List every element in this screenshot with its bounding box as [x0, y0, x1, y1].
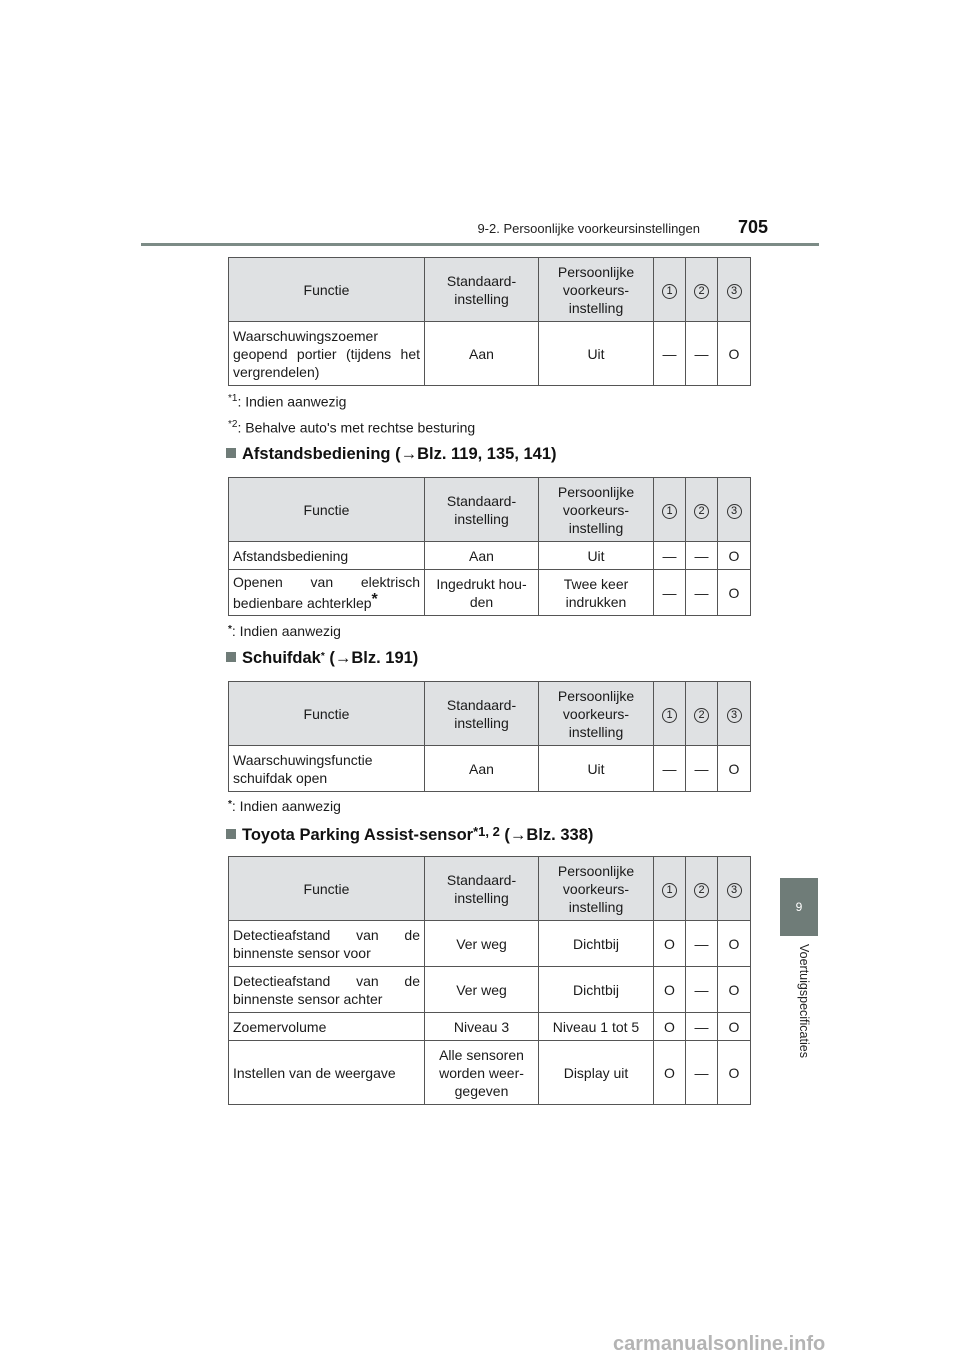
cell-c1: O: [654, 921, 686, 967]
col-setting-3: [718, 478, 751, 542]
cell-standaard: Niveau 3: [425, 1013, 539, 1041]
footnote-text: : Indien aanwezig: [231, 623, 341, 639]
cell-functie: Waarschuwingszoemer geopend portier (tijdens het vergrendelen): [229, 322, 425, 386]
footnote-mark: *1: [228, 393, 238, 404]
circled-3-icon: 3: [727, 883, 742, 898]
table-header-row: [229, 682, 751, 746]
table-row: [229, 746, 751, 792]
section-heading-remote: [226, 445, 557, 464]
footnote-remote: [228, 623, 341, 639]
square-bullet-icon: [226, 829, 236, 839]
cell-c3: O: [718, 967, 751, 1013]
paren-open: (: [499, 826, 510, 844]
col-setting-2: [686, 682, 718, 746]
footnote-text: : Indien aanwezig: [237, 393, 347, 410]
col-persoonlijk: Persoonlijke voorkeurs-instelling: [539, 478, 654, 542]
col-setting-3: [718, 857, 751, 921]
circled-3-icon: 3: [727, 708, 742, 723]
cell-c1: —: [654, 746, 686, 792]
table-row: [229, 921, 751, 967]
cell-persoonlijk: Niveau 1 tot 5: [539, 1013, 654, 1041]
section-title: Schuifdak: [242, 649, 321, 667]
section-heading-parking: [226, 824, 593, 845]
circled-1-icon: 1: [662, 284, 677, 299]
col-standaard: Standaard-instelling: [425, 478, 539, 542]
table-row: [229, 967, 751, 1013]
table-door-warning: [228, 257, 751, 386]
cell-functie: Instellen van de weergave: [229, 1041, 425, 1105]
circled-3-icon: 3: [727, 284, 742, 299]
col-setting-1: [654, 258, 686, 322]
col-persoonlijk: Persoonlijke voorkeurs-instelling: [539, 857, 654, 921]
cell-c2: —: [686, 921, 718, 967]
arrow-right-icon: →: [400, 445, 418, 463]
cell-persoonlijk: Uit: [539, 322, 654, 386]
table-row: [229, 1041, 751, 1105]
circled-1-icon: 1: [662, 504, 677, 519]
cell-c3: O: [718, 746, 751, 792]
col-setting-3: [718, 258, 751, 322]
arrow-right-icon: →: [334, 649, 352, 667]
col-standaard: Standaard-instelling: [425, 682, 539, 746]
cell-c3: O: [718, 1013, 751, 1041]
cell-functie: Detectieafstand van de binnenste sensor voor: [229, 921, 425, 967]
cell-c3: O: [718, 322, 751, 386]
table-header-row: [229, 258, 751, 322]
section-title: Afstandsbediening (: [242, 445, 401, 463]
watermark: carmanualsonline.info: [613, 1333, 826, 1355]
cell-c1: O: [654, 1041, 686, 1105]
cell-persoonlijk: Dichtbij: [539, 967, 654, 1013]
cell-functie: [229, 570, 425, 616]
col-setting-2: [686, 258, 718, 322]
page-number: 705: [738, 217, 769, 237]
chapter-tab: [780, 878, 818, 936]
cell-c2: —: [686, 967, 718, 1013]
cell-standaard: Aan: [425, 542, 539, 570]
paren-open: (: [324, 649, 335, 667]
col-setting-2: [686, 857, 718, 921]
cell-standaard: Aan: [425, 746, 539, 792]
cell-functie: Zoemervolume: [229, 1013, 425, 1041]
section-header-title: 9-2. Persoonlijke voorkeursinstellingen: [477, 221, 700, 236]
col-functie: Functie: [229, 258, 425, 322]
table-remote-control: [228, 477, 751, 616]
footnote-text: : Behalve auto's met rechtse besturing: [237, 419, 476, 436]
header-divider: [141, 243, 819, 246]
cell-standaard: Aan: [425, 322, 539, 386]
page-reference[interactable]: Blz. 191): [351, 649, 419, 667]
cell-c1: —: [654, 542, 686, 570]
table-header-row: [229, 857, 751, 921]
cell-standaard: Alle sensoren worden weer-gegeven: [425, 1041, 539, 1105]
cell-c1: O: [654, 1013, 686, 1041]
table-row: [229, 542, 751, 570]
cell-c3: O: [718, 570, 751, 616]
arrow-right-icon: →: [509, 826, 527, 844]
table-parking-assist: [228, 856, 751, 1105]
section-title: Toyota Parking Assist-sensor: [242, 826, 474, 844]
cell-c3: O: [718, 921, 751, 967]
circled-2-icon: 2: [694, 284, 709, 299]
table-row: [229, 322, 751, 386]
col-setting-2: [686, 478, 718, 542]
cell-functie: Afstandsbediening: [229, 542, 425, 570]
cell-c2: —: [686, 542, 718, 570]
circled-3-icon: 3: [727, 504, 742, 519]
table-header-row: [229, 478, 751, 542]
cell-c2: —: [686, 570, 718, 616]
circled-2-icon: 2: [694, 708, 709, 723]
cell-c1: —: [654, 570, 686, 616]
page-reference[interactable]: Blz. 119, 135, 141): [417, 445, 557, 463]
cell-persoonlijk: Uit: [539, 542, 654, 570]
square-bullet-icon: [226, 652, 236, 662]
col-persoonlijk: Persoonlijke voorkeurs-instelling: [539, 258, 654, 322]
cell-functie-text: Openen van elektrisch bedienbare achterklep: [233, 574, 420, 611]
cell-c1: —: [654, 322, 686, 386]
footnote-mark: *: [320, 651, 325, 662]
col-setting-1: [654, 857, 686, 921]
cell-functie: Waarschuwingsfunctie schuifdak open: [229, 746, 425, 792]
footnote-mark: *1, 2: [473, 824, 500, 839]
chapter-number: 9: [795, 900, 803, 914]
col-standaard: Standaard-instelling: [425, 258, 539, 322]
col-functie: Functie: [229, 857, 425, 921]
square-bullet-icon: [226, 448, 236, 458]
col-functie: Functie: [229, 682, 425, 746]
cell-c3: O: [718, 1041, 751, 1105]
col-setting-1: [654, 478, 686, 542]
cell-c2: —: [686, 1013, 718, 1041]
footnote-sunroof: [228, 798, 341, 814]
cell-standaard: Ver weg: [425, 921, 539, 967]
footnote-mark: *: [371, 591, 378, 608]
cell-c1: O: [654, 967, 686, 1013]
col-persoonlijk: Persoonlijke voorkeurs-instelling: [539, 682, 654, 746]
cell-persoonlijk: Twee keer indrukken: [539, 570, 654, 616]
section-heading-sunroof: [226, 649, 418, 668]
footnote-mark: *2: [228, 419, 238, 430]
cell-persoonlijk: Uit: [539, 746, 654, 792]
col-standaard: Standaard-instelling: [425, 857, 539, 921]
cell-c2: —: [686, 746, 718, 792]
table-row: [229, 570, 751, 616]
table-sunroof: [228, 681, 751, 792]
cell-c3: O: [718, 542, 751, 570]
cell-functie: Detectieafstand van de binnenste sensor achter: [229, 967, 425, 1013]
cell-c2: —: [686, 322, 718, 386]
cell-standaard: Ingedrukt hou-den: [425, 570, 539, 616]
footnote-1: [228, 393, 346, 410]
col-setting-1: [654, 682, 686, 746]
chapter-title: Voertuigspecificaties: [797, 944, 811, 1058]
circled-1-icon: 1: [662, 883, 677, 898]
col-functie: Functie: [229, 478, 425, 542]
page-reference[interactable]: Blz. 338): [526, 826, 594, 844]
col-setting-3: [718, 682, 751, 746]
cell-persoonlijk: Dichtbij: [539, 921, 654, 967]
footnote-mark: *: [228, 799, 232, 810]
cell-standaard: Ver weg: [425, 967, 539, 1013]
cell-c2: —: [686, 1041, 718, 1105]
footnote-mark: *: [228, 624, 232, 635]
circled-2-icon: 2: [694, 883, 709, 898]
circled-2-icon: 2: [694, 504, 709, 519]
footnote-2: [228, 419, 475, 436]
footnote-text: : Indien aanwezig: [231, 798, 341, 814]
table-row: [229, 1013, 751, 1041]
circled-1-icon: 1: [662, 708, 677, 723]
cell-persoonlijk: Display uit: [539, 1041, 654, 1105]
